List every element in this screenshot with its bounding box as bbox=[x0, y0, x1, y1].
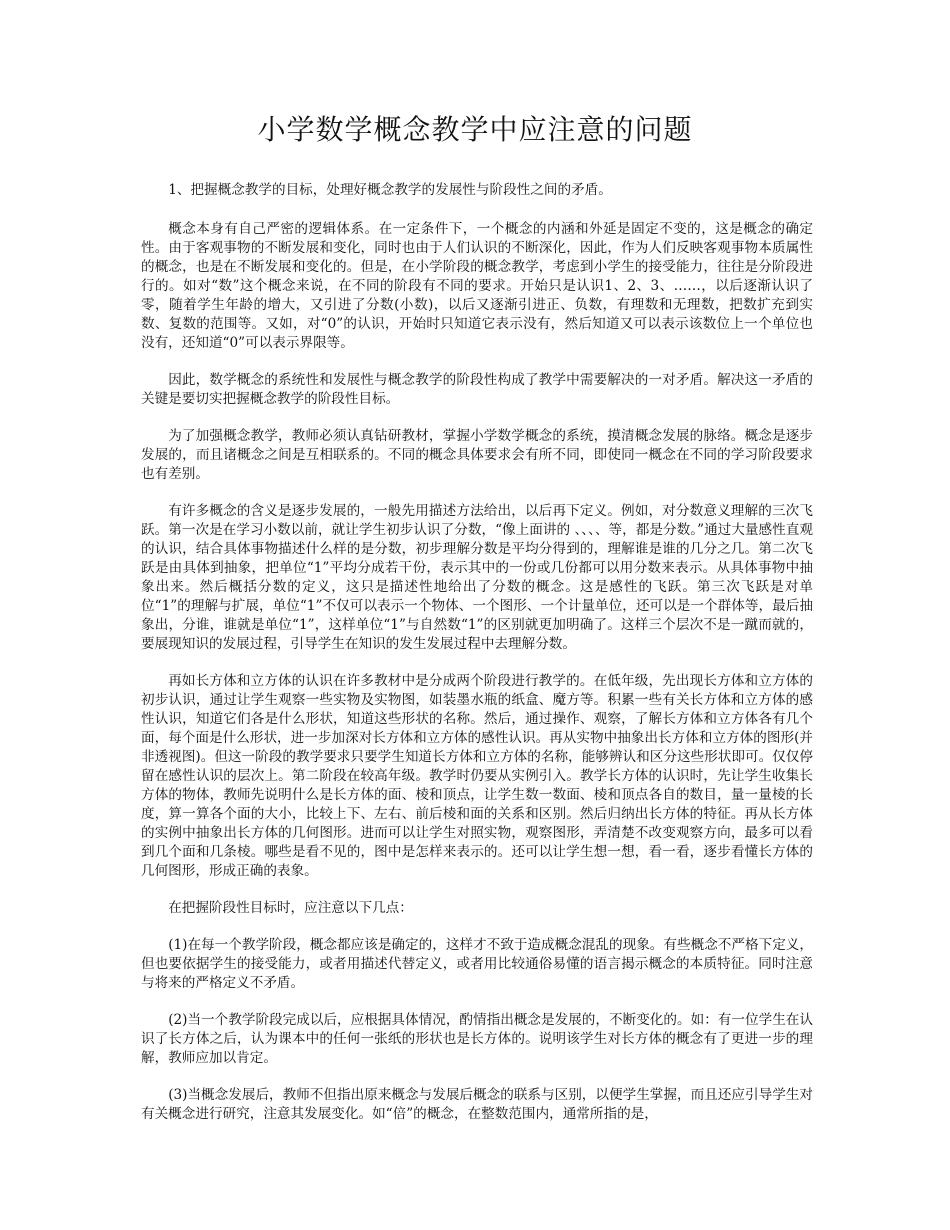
paragraph-cuboid-example: 再如长方体和立方体的认识在许多教材中是分成两个阶段进行教学的。在低年级，先出现长方体和立方体的初步认识，通过让学生观察一些实物及实物图，如装墨水瓶的纸盒、魔方等。积累一些有关长方体和立方体的感性认识，知道它们各是什么形状，知道这些形状的名称。然后，通过操作、观察，了解长方体和立方体各有几个面，每个面是什么形状，进一步加深对长方体和立方体的感性认识。再从实物中抽象出长方体和立方体的图形(并非透视图)。但这一阶段的教学要求只要学生知道长方体和立方体的名称，能够辨认和区分这些形状即可。仅仅停留在感性认识的层次上。第二阶段在较高年级。教学时仍要从实例引入。教学长方体的认识时，先让学生收集长方体的物体，教师先说明什么是长方体的面、棱和顶点，让学生数一数面、棱和顶点各自的数目，量一量棱的长度，算一算各个面的大小，比较上下、左右、前后棱和面的关系和区别。然后归纳出长方体的特征。再从长方体的实例中抽象出长方体的几何图形。进而可以让学生对照实物，观察图形，弄清楚不改变观察方向，最多可以看到几个面和几条棱。哪些是看不见的，图中是怎样来表示的。还可以让学生想一想，看一看，逐步看懂长方体的几何图形，形成正确的表象。 bbox=[141, 673, 813, 879]
page-title: 小学数学概念教学中应注意的问题 bbox=[257, 113, 693, 146]
paragraph-point-2: (2)当一个教学阶段完成以后，应根据具体情况，酌情指出概念是发展的，不断变化的。如：有一位学生在认识了长方体之后，认为课本中的任何一张纸的形状也是长方体的。说明该学生对长方体的概念有了更进一步的理解，教师应加以肯定。 bbox=[141, 1012, 813, 1066]
paragraph-points-intro: 在把握阶段性目标时，应注意以下几点： bbox=[168, 900, 413, 916]
paragraph-teacher-study: 为了加强概念教学，教师必须认真钻研教材，掌握小学数学概念的系统，摸清概念发展的脉络。概念是逐步发展的，而且诸概念之间是互相联系的。不同的概念具体要求会有所不同，即使同一概念在不同的学习阶段要求也有差别。 bbox=[141, 428, 813, 482]
paragraph-point-1: (1)在每一个教学阶段，概念都应该是确定的，这样才不致于造成概念混乱的现象。有些概念不严格下定义，但也要依据学生的接受能力，或者用描述代替定义，或者用比较通俗易懂的语言揭示概念的本质特征。同时注意与将来的严格定义不矛盾。 bbox=[141, 937, 813, 991]
paragraph-fraction-example: 有许多概念的含义是逐步发展的，一般先用描述方法给出，以后再下定义。例如，对分数意义理解的三次飞跃。第一次是在学习小数以前，就让学生初步认识了分数，“像上面讲的 、、、、等，都是分数。”通过大量感性直观的认识，结合具体事物描述什么样的是分数，初步理解分数是平均分得到的，理解谁是谁的几分之几。第二次飞跃是由具体到抽象，把单位“1”平均分成若干份，表示其中的一份或几份都可以用分数来表示。从具体事物中抽象出来。然后概括分数的定义，这只是描述性地给出了分数的概念。这是感性的飞跃。第三次飞跃是对单位“1”的理解与扩展，单位“1”不仅可以表示一个物体、一个图形、一个计量单位，还可以是一个群体等，最后抽象出，分谁，谁就是单位“1”，这样单位“1”与自然数“1”的区别就更加明确了。这样三个层次不是一蹴而就的，要展现知识的发展过程，引导学生在知识的发生发展过程中去理解分数。 bbox=[141, 503, 813, 652]
article-body bbox=[141, 181, 813, 1142]
paragraph-concept-system: 概念本身有自己严密的逻辑体系。在一定条件下，一个概念的内涵和外延是固定不变的，这是概念的确定性。由于客观事物的不断发展和变化，同时也由于人们认识的不断深化，因此，作为人们反映客观事物本质属性的概念，也是在不断发展和变化的。但是，在小学阶段的概念教学，考虑到小学生的接受能力，往往是分阶段进行的。如对“数”这个概念来说，在不同的阶段有不同的要求。开始只是认识1、2、3、……，以后逐渐认识了零，随着学生年龄的增大，又引进了分数(小数)，以后又逐渐引进正、负数，有理数和无理数，把数扩充到实数、复数的范围等。又如，对“0”的认识，开始时只知道它表示没有，然后知道又可以表示该数位上一个单位也没有，还知道“0”可以表示界限等。 bbox=[141, 221, 813, 351]
paragraph-point-3: (3)当概念发展后，教师不但指出原来概念与发展后概念的联系与区别，以便学生掌握，而且还应引导学生对有关概念进行研究，注意其发展变化。如“倍”的概念，在整数范围内，通常所指的是， bbox=[141, 1087, 813, 1122]
paragraph-contradiction: 因此，数学概念的系统性和发展性与概念教学的阶段性构成了教学中需要解决的一对矛盾。解决这一矛盾的关键是要切实把握概念教学的阶段性目标。 bbox=[141, 372, 813, 407]
section-heading: 1、把握概念教学的目标，处理好概念教学的发展性与阶段性之间的矛盾。 bbox=[168, 182, 612, 198]
